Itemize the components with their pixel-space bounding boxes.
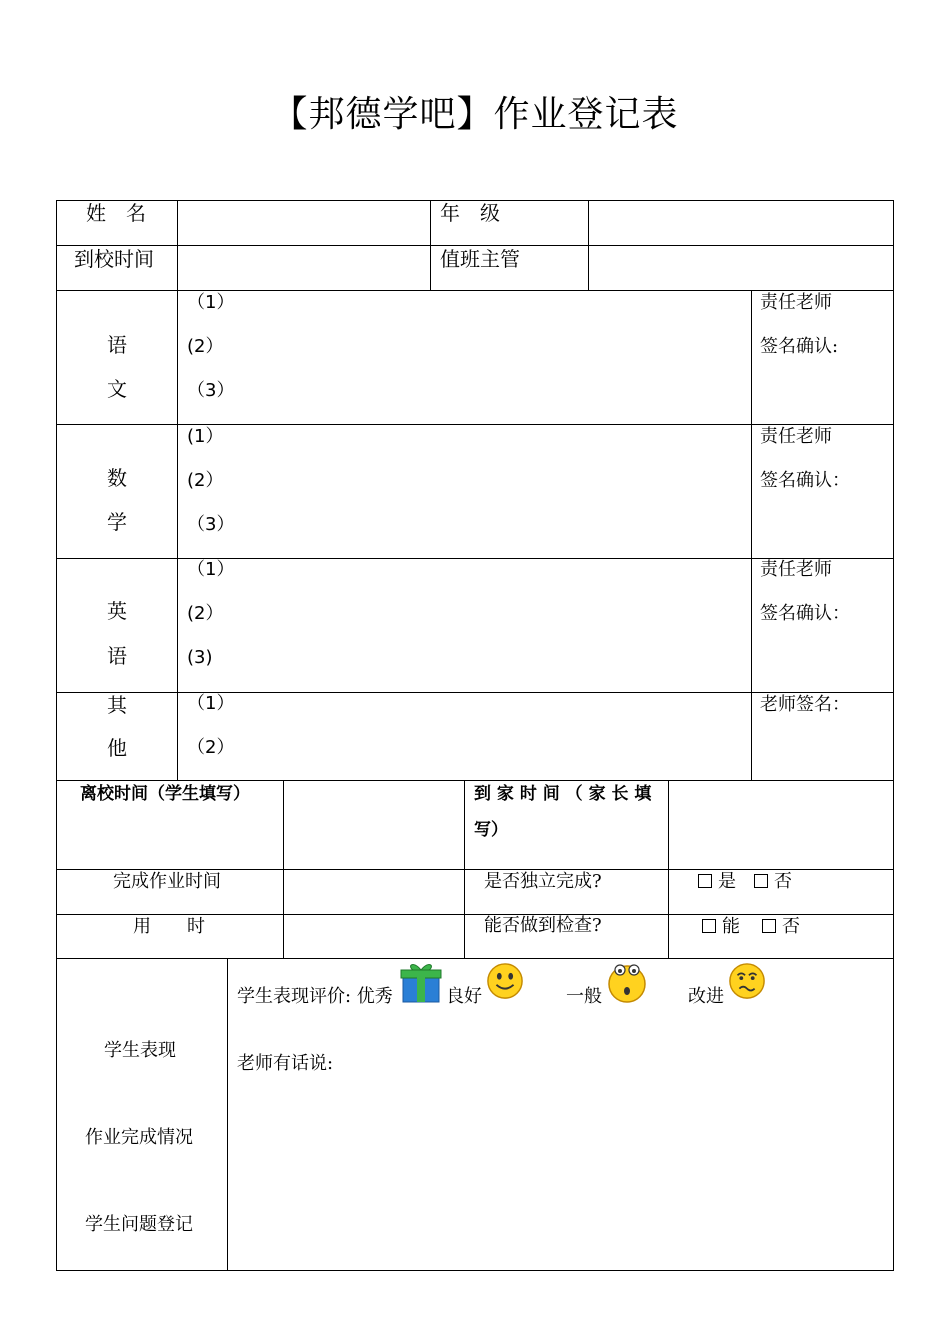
rating-improve-label: 改进 [688, 986, 724, 1007]
math-sign-label-2: 签名确认： [760, 470, 850, 491]
chinese-homework-area[interactable] [177, 290, 752, 425]
no-checkbox[interactable] [754, 874, 768, 888]
smiley-surprised-icon[interactable] [606, 960, 648, 1004]
other-char-1: 其 [107, 693, 127, 717]
check-can-option[interactable] [702, 916, 740, 938]
cannot-checkbox[interactable] [762, 919, 776, 933]
arrive-label: 到校时间 [74, 247, 154, 271]
english-item-3: (3) [187, 647, 213, 668]
other-char-2: 他 [107, 736, 127, 760]
other-item-2: （2） [187, 737, 235, 758]
english-sign-label-1: 责任老师 [760, 559, 832, 580]
english-item-2: (2） [187, 603, 224, 624]
smiley-worried-icon[interactable] [728, 962, 766, 1000]
chinese-char-2: 文 [107, 377, 127, 401]
english-char-1: 英 [107, 599, 127, 623]
home-time-label-line-2: 写） [474, 820, 508, 840]
grade-label: 年 级 [440, 201, 500, 225]
grade-field[interactable] [588, 200, 894, 246]
can-checkbox[interactable] [702, 919, 716, 933]
home-time-label-line-1: 到 家 时 间 （ 家 长 填 [474, 784, 652, 804]
english-homework-area[interactable] [177, 558, 752, 693]
can-label: 能 [722, 916, 740, 937]
math-char-1: 数 [107, 466, 127, 490]
page-title: 【邦德学吧】作业登记表 [271, 94, 679, 135]
name-field[interactable] [177, 200, 431, 246]
leave-time-field[interactable] [283, 780, 465, 870]
chinese-sign-label-1: 责任老师 [760, 292, 832, 313]
rating-average-label: 一般 [566, 986, 602, 1007]
other-sign-label: 老师签名： [760, 694, 850, 715]
chinese-item-1: （1） [187, 292, 235, 313]
name-label: 姓 名 [86, 201, 146, 225]
math-homework-area[interactable] [177, 424, 752, 559]
gift-icon[interactable] [399, 960, 443, 1004]
chinese-subject-cell [56, 290, 178, 425]
supervisor-label: 值班主管 [440, 247, 520, 271]
student-performance-label: 学生表现 [104, 1040, 176, 1061]
yes-label: 是 [718, 871, 736, 892]
home-time-field[interactable] [668, 780, 894, 870]
finish-time-label: 完成作业时间 [113, 871, 221, 892]
duration-label: 用 时 [133, 916, 205, 937]
english-item-1: （1） [187, 559, 235, 580]
math-item-3: （3） [187, 514, 235, 535]
independent-yes-option[interactable] [698, 871, 736, 893]
teacher-says-label: 老师有话说: [237, 1053, 334, 1074]
chinese-item-2: (2） [187, 336, 224, 357]
other-item-1: （1） [187, 693, 235, 714]
math-char-2: 学 [107, 510, 127, 534]
cannot-label: 否 [782, 916, 800, 937]
english-char-2: 语 [107, 644, 127, 668]
independent-label: 是否独立完成? [484, 871, 602, 892]
rating-good-label: 良好 [446, 986, 482, 1007]
yes-checkbox[interactable] [698, 874, 712, 888]
no-label: 否 [774, 871, 792, 892]
english-sign-label-2: 签名确认： [760, 603, 850, 624]
math-item-1: (1） [187, 426, 224, 447]
chinese-char-1: 语 [107, 333, 127, 357]
math-sign-label-1: 责任老师 [760, 426, 832, 447]
english-subject-cell [56, 558, 178, 693]
leave-time-label: 离校时间（学生填写） [80, 784, 250, 804]
check-label: 能否做到检查? [484, 915, 602, 936]
homework-completion-label: 作业完成情况 [85, 1127, 193, 1148]
independent-no-option[interactable] [754, 871, 792, 893]
math-item-2: (2） [187, 470, 224, 491]
chinese-item-3: （3） [187, 380, 235, 401]
math-subject-cell [56, 424, 178, 559]
smiley-good-icon[interactable] [486, 962, 524, 1000]
duration-field[interactable] [283, 914, 465, 959]
rating-prefix: 学生表现评价: 优秀 [237, 986, 393, 1007]
chinese-sign-label-2: 签名确认: [760, 336, 839, 357]
check-cannot-option[interactable] [762, 916, 800, 938]
student-issues-label: 学生问题登记 [85, 1214, 193, 1235]
other-homework-area[interactable] [177, 692, 752, 781]
supervisor-field[interactable] [588, 245, 894, 291]
finish-time-field[interactable] [283, 869, 465, 915]
arrive-field[interactable] [177, 245, 431, 291]
